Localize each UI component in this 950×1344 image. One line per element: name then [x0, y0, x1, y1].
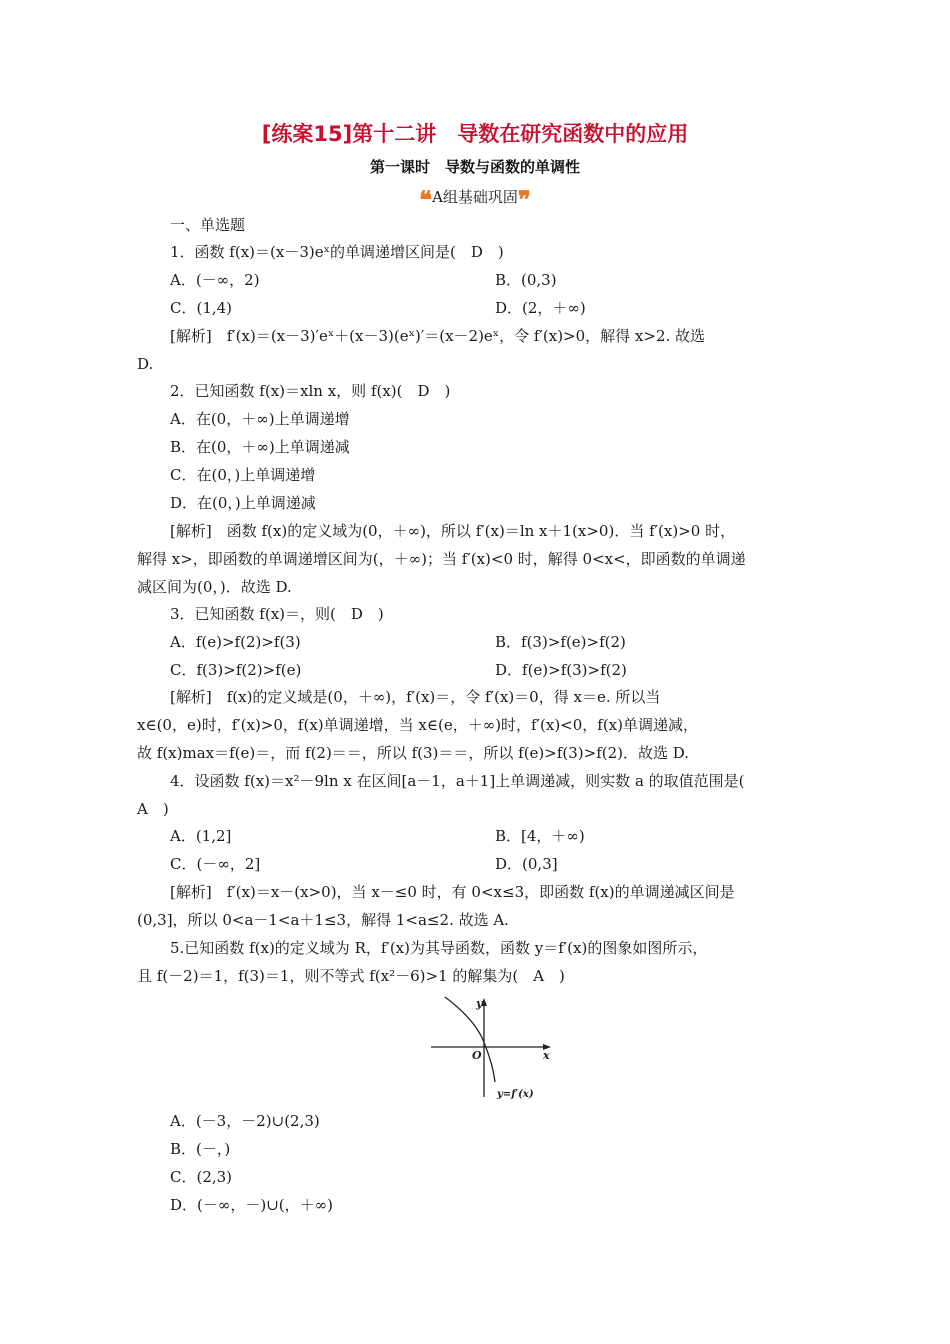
q5-option-c: C．(2,3) [170, 1168, 233, 1186]
q3-analysis: [解析] f(x)的定义域是(0，＋∞)，f′(x)＝，令 f′(x)＝0，得 x＝e. 所以当 [170, 688, 661, 706]
q3-option-a: A．f(e)>f(2)>f(3) [170, 633, 301, 651]
question-4: 4．设函数 f(x)＝x²－9ln x 在区间[a－1，a＋1]上单调递减，则实数 a 的取值范围是( [170, 772, 745, 790]
page-title: [练案15]第十二讲 导数在研究函数中的应用 [261, 122, 689, 146]
y-axis-label: y [476, 997, 483, 1010]
q2-analysis-cont-2: 减区间为(0，)．故选 D. [137, 578, 292, 596]
q2-option-b: B．在(0，＋∞)上单调递减 [170, 438, 350, 456]
q4-option-b: B．[4，＋∞) [495, 827, 585, 845]
q5-option-a: A．(－3，－2)∪(2,3) [170, 1112, 320, 1130]
question-5: 5.已知函数 f(x)的定义域为 R，f′(x)为其导函数，函数 y＝f′(x)的图象如图所示， [170, 939, 708, 957]
quote-open-icon: ❝ [419, 185, 433, 214]
derivative-curve [445, 997, 495, 1082]
q1-analysis-cont: D. [137, 355, 154, 373]
q2-option-d: D．在(0，)上单调递减 [170, 494, 316, 512]
question-4-cont: A ) [137, 800, 169, 818]
q4-analysis-cont: (0,3]，所以 0<a－1<a＋1≤3，解得 1<a≤2. 故选 A. [137, 911, 509, 929]
group-label: A组基础巩固 [432, 188, 518, 206]
question-2: 2．已知函数 f(x)＝xln x，则 f(x)( D ) [170, 382, 451, 400]
x-axis-label: x [543, 1049, 550, 1062]
q5-option-b: B．(－，) [170, 1140, 231, 1158]
q4-option-c: C．(－∞，2] [170, 855, 261, 873]
derivative-graph [425, 993, 565, 1103]
q3-option-b: B．f(3)>f(e)>f(2) [495, 633, 626, 651]
q3-analysis-cont-1: x∈(0，e)时，f′(x)>0，f(x)单调递增，当 x∈(e，＋∞)时，f′(x)<0，f(x)单调递减， [137, 716, 698, 734]
question-3: 3．已知函数 f(x)＝，则( D ) [170, 605, 384, 623]
q5-option-d: D．(－∞，－)∪(，＋∞) [170, 1196, 333, 1214]
q1-option-b: B．(0,3) [495, 271, 557, 289]
q1-option-d: D．(2，＋∞) [495, 299, 586, 317]
q4-option-d: D．(0,3] [495, 855, 558, 873]
quote-close-icon: ❞ [517, 185, 531, 214]
q1-option-a: A．(－∞，2) [170, 271, 260, 289]
q3-option-c: C．f(3)>f(2)>f(e) [170, 661, 302, 679]
question-1: 1．函数 f(x)＝(x－3)eˣ的单调递增区间是( D ) [170, 243, 504, 261]
q1-option-c: C．(1,4) [170, 299, 233, 317]
q2-analysis: [解析] 函数 f(x)的定义域为(0，＋∞)，所以 f′(x)＝ln x＋1(x>0)．当 f′(x)>0 时， [170, 522, 736, 540]
q2-analysis-cont-1: 解得 x>，即函数的单调递增区间为(，＋∞)；当 f′(x)<0 时，解得 0<x<，即函数的单调递 [137, 550, 746, 568]
origin-label: O [472, 1049, 482, 1062]
q4-analysis: [解析] f′(x)＝x－(x>0)，当 x－≤0 时，有 0<x≤3，即函数 f(x)的单调递减区间是 [170, 883, 735, 901]
q3-option-d: D．f(e)>f(3)>f(2) [495, 661, 627, 679]
question-5-cont: 且 f(－2)＝1，f(3)＝1，则不等式 f(x²－6)>1 的解集为( A ) [137, 967, 565, 985]
curve-label: y=f′(x) [497, 1089, 534, 1100]
q3-analysis-cont-2: 故 f(x)max＝f(e)＝，而 f(2)＝＝，所以 f(3)＝＝，所以 f(e)>f(3)>f(2)．故选 D. [137, 744, 690, 762]
q1-analysis: [解析] f′(x)＝(x－3)′eˣ＋(x－3)(eˣ)′＝(x－2)eˣ，令 f′(x)>0，解得 x>2. 故选 [170, 327, 706, 345]
q4-option-a: A．(1,2] [170, 827, 232, 845]
group-heading [0, 185, 950, 212]
q2-option-c: C．在(0，)上单调递增 [170, 466, 316, 484]
page-subtitle: 第一课时 导数与函数的单调性 [369, 158, 580, 176]
q2-option-a: A．在(0，＋∞)上单调递增 [170, 410, 350, 428]
section-heading: 一、单选题 [170, 216, 246, 234]
